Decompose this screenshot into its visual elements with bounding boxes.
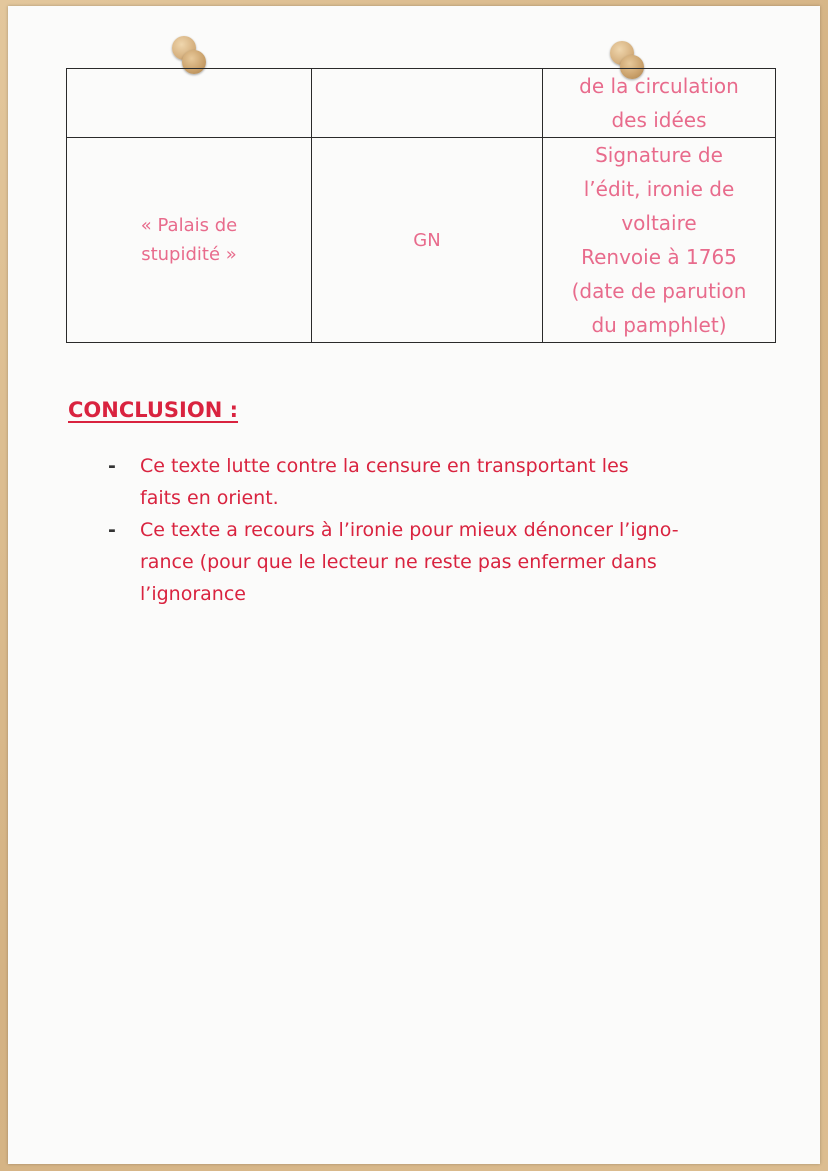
cell-line: Renvoie à 1765 (581, 245, 737, 269)
conclusion-heading: CONCLUSION : (68, 398, 239, 422)
list-item (104, 450, 744, 514)
cell-line: de la circulation (579, 74, 739, 98)
table-cell-r1-c2 (312, 69, 543, 138)
list-item-line: l’ignorance (140, 583, 246, 605)
table-cell-r2-c3 (543, 138, 776, 343)
list-item-line: rance (pour que le lecteur ne reste pas enfermer dans (140, 551, 657, 573)
cell-line: GN (413, 229, 441, 251)
cell-line: voltaire (621, 211, 697, 235)
table-cell-r2-c1 (67, 138, 312, 343)
cell-line: « Palais de (140, 215, 238, 236)
cell-line: (date de parution (571, 279, 747, 303)
cell-line: des idées (611, 108, 707, 132)
conclusion-list (104, 450, 744, 610)
list-item-line: Ce texte lutte contre la censure en transportant les (140, 455, 629, 477)
bullet-dash: - (108, 519, 116, 541)
list-item-line: Ce texte a recours à l’ironie pour mieux dénoncer l’igno- (140, 519, 679, 541)
table-cell-r1-c1 (67, 69, 312, 138)
list-item (104, 514, 744, 610)
table-row (67, 69, 776, 138)
table-cell-r2-c2 (312, 138, 543, 343)
notes-table (66, 68, 776, 343)
cell-line: du pamphlet) (591, 313, 727, 337)
cell-line: l’édit, ironie de (583, 177, 735, 201)
cell-line: stupidité » (141, 244, 237, 265)
bullet-dash: - (108, 455, 116, 477)
table-cell-r1-c3 (543, 69, 776, 138)
list-item-line: faits en orient. (140, 487, 279, 509)
cell-line: Signature de (595, 143, 723, 167)
table-row (67, 138, 776, 343)
